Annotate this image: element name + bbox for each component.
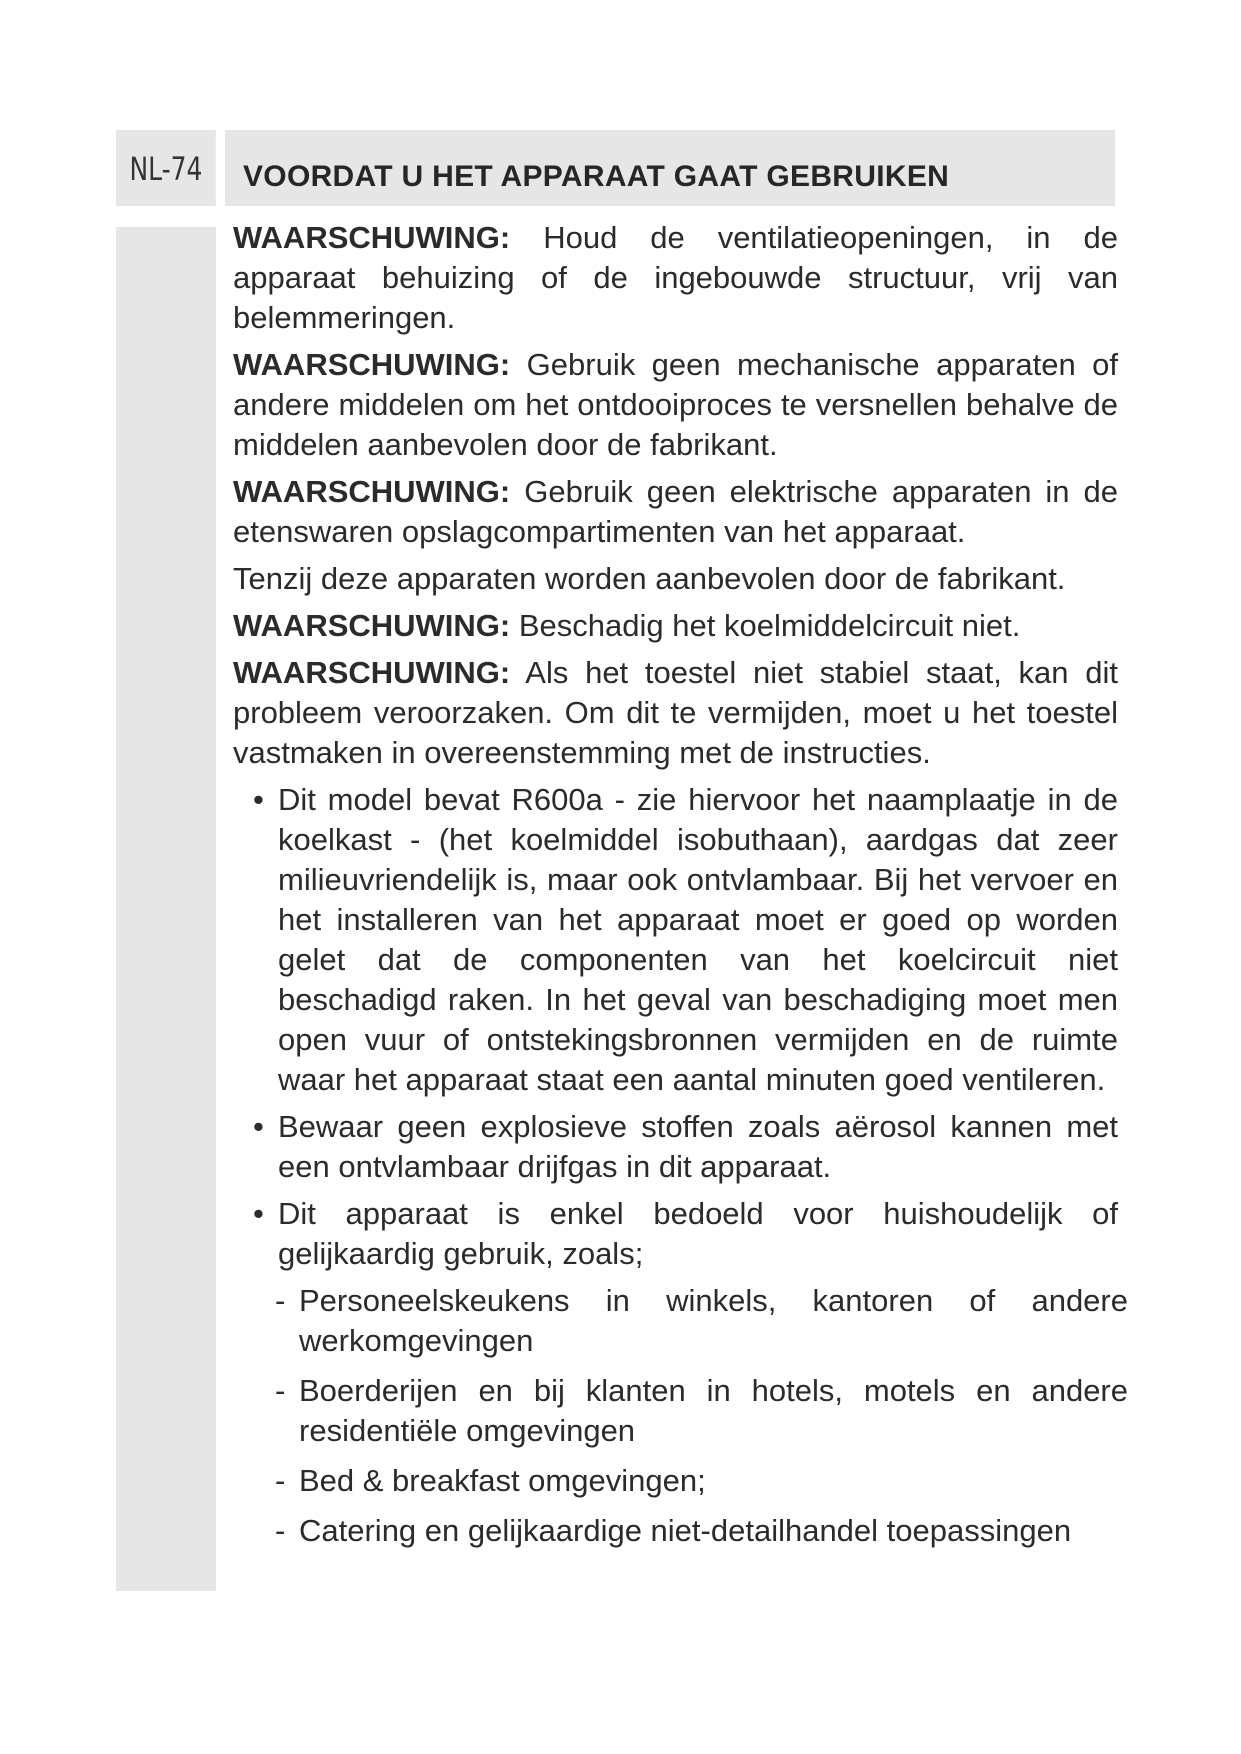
warning-paragraph [233,345,1118,465]
section-header [225,130,1115,206]
sub-item-text: Catering en gelijkaardige niet-detailhandel toepassingen [299,1513,1072,1548]
sub-item [275,1371,1128,1451]
warning-paragraph [233,653,1118,773]
warning-label: WAARSCHUWING: [233,655,511,690]
section-title: VOORDAT U HET APPARAAT GAAT GEBRUIKEN [243,160,950,193]
bullet-icon: • [253,1196,264,1231]
page-number: NL-74 [116,130,216,206]
bullet-text: Dit model bevat R600a - zie hiervoor het naamplaatje in de koelkast - (het koelmiddel isobuthaan), aardgas dat zeer milieuvriendelijk is, maar ook ontvlambaar. Bij het vervoer en het installeren van het apparaat moet er goed op worden gelet dat de componenten van het koelcircuit niet beschadigd raken. In het geval van beschadiging moet men open vuur of ontstekingsbronnen vermijden en de ruimte waar het apparaat staat een aantal minuten goed ventileren. [278,782,1118,1097]
dash-icon: - [275,1463,286,1498]
dash-icon: - [275,1373,286,1408]
sub-item [275,1461,1128,1501]
warning-label: WAARSCHUWING: [233,347,511,382]
sub-item-text: Boerderijen en bij klanten in hotels, motels en andere residentiële omgevingen [299,1373,1128,1448]
dash-icon: - [275,1283,286,1318]
plain-text: Tenzij deze apparaten worden aanbevolen door de fabrikant. [233,561,1066,596]
bullet-text: Dit apparaat is enkel bedoeld voor huishoudelijk of gelijkaardig gebruik, zoals; [278,1196,1118,1271]
warning-paragraph [233,472,1118,552]
bullet-item [253,780,1118,1100]
warning-label: WAARSCHUWING: [233,608,511,643]
bullet-item [253,1107,1118,1187]
sub-item [275,1511,1128,1551]
bullet-icon: • [253,1109,264,1144]
warning-text: Beschadig het koelmiddelcircuit niet. [518,608,1021,643]
bullet-icon: • [253,782,264,817]
warning-paragraph [233,218,1118,338]
page-content [233,218,1128,1561]
sub-item [275,1281,1128,1361]
sub-item-text: Personeelskeukens in winkels, kantoren of andere werkomgevingen [299,1283,1128,1358]
warning-text: Gebruik geen elektrische apparaten in de etenswaren opslagcompartimenten van het apparaat. [233,474,1118,549]
dash-icon: - [275,1513,286,1548]
warning-paragraph [233,606,1118,646]
warning-text: Houd de ventilatieopeningen, in de apparaat behuizing of de ingebouwde structuur, vrij van belemmeringen. [233,220,1118,335]
plain-paragraph [233,559,1118,599]
warning-label: WAARSCHUWING: [233,474,511,509]
side-margin-bar [116,227,216,1591]
warning-text: Gebruik geen mechanische apparaten of andere middelen om het ontdooiproces te versnellen behalve de middelen aanbevolen door de fabrikant. [233,347,1118,462]
warning-label: WAARSCHUWING: [233,220,511,255]
bullet-text: Bewaar geen explosieve stoffen zoals aërosol kannen met een ontvlambaar drijfgas in dit apparaat. [278,1109,1118,1184]
bullet-item [253,1194,1118,1274]
warning-text: Als het toestel niet stabiel staat, kan dit probleem veroorzaken. Om dit te vermijden, moet u het toestel vastmaken in overeenstemming met de instructies. [233,655,1119,770]
sub-item-text: Bed & breakfast omgevingen; [299,1463,706,1498]
